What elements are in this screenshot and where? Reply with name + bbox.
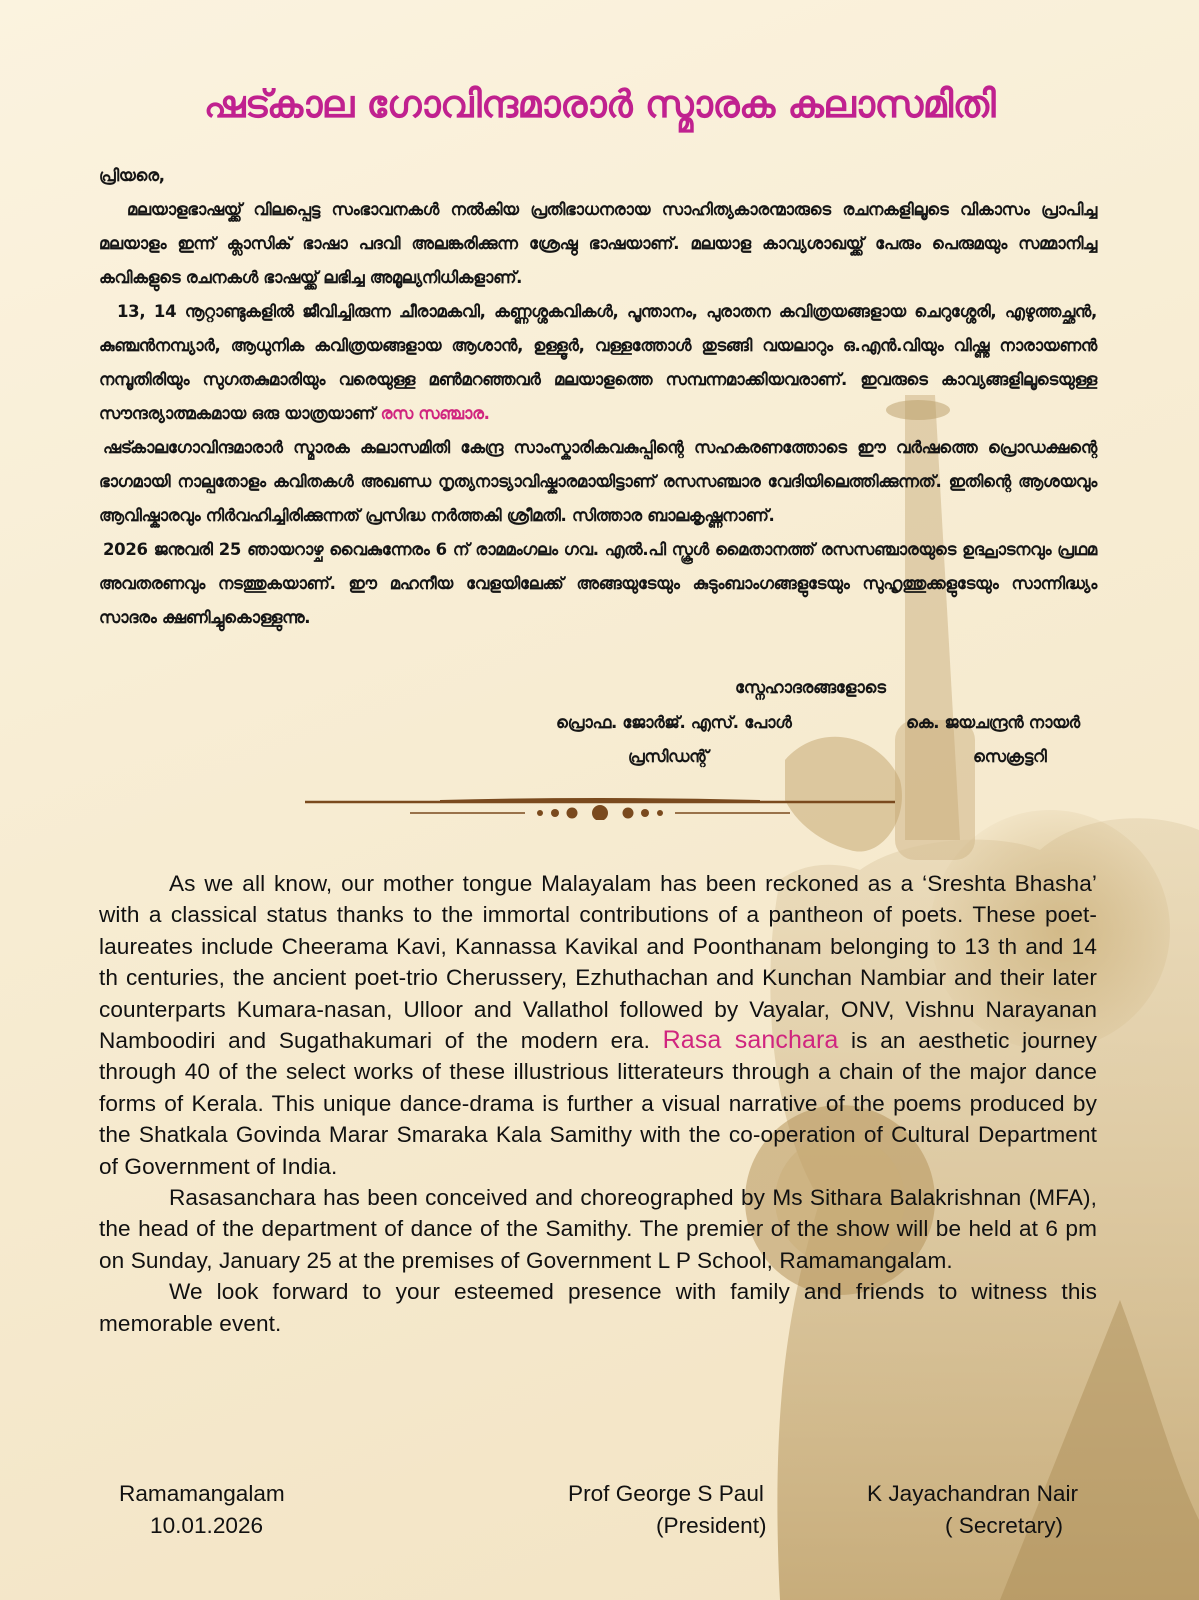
ml-paragraph-3: ഷട്കാലഗോവിന്ദമാരാർ സ്മാരക കലാസമിതി കേന്ദ്ര സാംസ്കാരികവകുപ്പിന്റെ സഹകരണത്തോടെ ഈ വർഷത്തെ പ്രൊഡക്ഷന്റെ ഭാഗമായി നാല്പതോളം കവിതകൾ അഖണ്ഡ നൃത്യനാട്യാവിഷ്കാരമായിട്ടാണ് രസസഞ്ചാര വേദിയിലെത്തിക്കുന്നത്. ഇതിന്റെ ആശയവും ആവിഷ്കാരവും നിർവഹിച്ചിരിക്കുന്നത് പ്രസിദ്ധ നർത്തകി ശ്രീമതി. സിത്താര ബാലകൃഷ്ണനാണ്. [99, 438, 1097, 525]
en-signer-1-role: (President) [656, 1513, 767, 1538]
ornamental-divider [300, 790, 900, 820]
ml-paragraph-4: 2026 ജനുവരി 25 ഞായറാഴ്ച വൈകുന്നേരം 6 ന് രാമമംഗലം ഗവ. എൽ.പി സ്കൂൾ മൈതാനത്ത് രസസഞ്ചാരയുടെ ഉദ്ഘാടനവും പ്രഥമ അവതരണവും നടത്തുകയാണ്. ഈ മഹനീയ വേളയിലേക്ക് അങ്ങയുടേയും കുടുംബാംഗങ്ങളുടേയും സുഹൃത്തുക്കളുടേയും സാന്നിദ്ധ്യം സാദരം ക്ഷണിച്ചുകൊള്ളുന്നു. [99, 540, 1097, 627]
rasa-sanchara-highlight: രസ സഞ്ചാര. [380, 404, 490, 423]
en-paragraph-2: Rasasanchara has been conceived and choreographed by Ms Sithara Balakrishnan (MFA), the head of the department of dance of the Samithy. The premier of the show will be held at 6 pm on Sunday, January 25 at the premises of Government L P School, Ramamangalam. [99, 1185, 1097, 1273]
ml-paragraph-2 [99, 295, 1097, 431]
rasa-sanchara-highlight-en: Rasa sanchara [662, 1026, 839, 1055]
en-signer-2-role: ( Secretary) [945, 1513, 1064, 1538]
organization-title: ഷട്കാല ഗോവിന്ദമാരാർ സ്മാരക കലാസമിതി [203, 82, 996, 126]
en-signer-1-name: Prof George S Paul [568, 1481, 764, 1506]
ml-signer-2-role: സെക്രട്ടറി [973, 747, 1047, 766]
en-place: Ramamangalam [119, 1481, 285, 1506]
en-signer-2-name: K Jayachandran Nair [867, 1481, 1078, 1506]
ml-closing: സ്നേഹാദരങ്ങളോടെ [735, 678, 886, 697]
ml-paragraph-1: മലയാളഭാഷയ്ക്ക് വിലപ്പെട്ട സംഭാവനകൾ നൽകിയ പ്രതിഭാധനരായ സാഹിത്യകാരന്മാരുടെ രചനകളിലൂടെ വികാസം പ്രാപിച്ച മലയാളം ഇന്ന് ക്ലാസിക് ഭാഷാ പദവി അലങ്കരിക്കുന്ന ശ്രേഷ്ഠ ഭാഷയാണ്. മലയാള കാവ്യശാഖയ്ക്ക് പേരും പെരുമയും സമ്മാനിച്ച കവികളുടെ രചനകൾ ഭാഷയ്ക്ക് ലഭിച്ച അമൂല്യനിധികളാണ്. [99, 200, 1097, 287]
english-letter-body [99, 868, 1097, 1339]
en-paragraph-3: We look forward to your esteemed presence with family and friends to witness this memorable event. [99, 1279, 1097, 1336]
ml-paragraph-2-text: 13, 14 നൂറ്റാണ്ടുകളിൽ ജീവിച്ചിരുന്ന ചീരാമകവി, കണ്ണശ്ശകവികൾ, പൂന്താനം, പുരാതന കവിത്രയങ്ങളായ ചെറുശ്ശേരി, എഴുത്തച്ഛൻ, കുഞ്ചൻനമ്പ്യാർ, ആധുനിക കവിത്രയങ്ങളായ ആശാൻ, ഉള്ളൂർ, വള്ളത്തോൾ തുടങ്ങി വയലാറും ഒ.എൻ.വിയും വിഷ്ണു നാരായണൻ നമ്പൂതിരിയും സുഗതകുമാരിയും വരെയുള്ള മൺമറഞ്ഞവർ മലയാളത്തെ സമ്പന്നമാക്കിയവരാണ്. ഇവരുടെ കാവ്യങ്ങളിലൂടെയുള്ള സൗന്ദര്യാത്മകമായ ഒരു യാത്രയാണ് [99, 302, 1097, 423]
en-date: 10.01.2026 [150, 1513, 264, 1538]
ml-signer-1-name: പ്രൊഫ. ജോർജ്. എസ്. പോൾ [556, 713, 792, 732]
en-paragraph-1-text-a: As we all know, our mother tongue Malayalam has been reckoned as a ‘Sreshta Bhasha’ with a classical status thanks to the immortal contributions of a pantheon of poets. These poet-laureates include Cheerama Kavi, Kannassa Kavikal and Poonthanam belonging to 13 th and 14 th centuries, the ancient poet-trio Cherussery, Ezhuthachan and Kunchan Nambiar and their later counterparts Kumara-nasan, Ulloor and Vallathol followed by Vayalar, ONV, Vishnu Narayanan Namboodiri and Sugathakumari of the modern era. [99, 871, 1097, 1054]
ml-signer-1-role: പ്രസിഡന്റ് [628, 747, 709, 766]
ml-signer-2-name: കെ. ജയചന്ദ്രൻ നായർ [906, 713, 1080, 732]
malayalam-letter-body [99, 159, 1097, 635]
en-paragraph-1 [99, 868, 1097, 1182]
ml-salutation: പ്രിയരെ, [99, 166, 165, 185]
en-paragraph-1-text-b: is an aesthetic journey through 40 of the select works of these illustrious litterateurs through a chain of the major dance forms of Kerala. This unique dance-drama is further a visual narrative of the poems produced by the Shatkala Govinda Marar Smaraka Kala Samithy with the co-operation of Cultural Department of Government of India. [99, 1028, 1097, 1179]
